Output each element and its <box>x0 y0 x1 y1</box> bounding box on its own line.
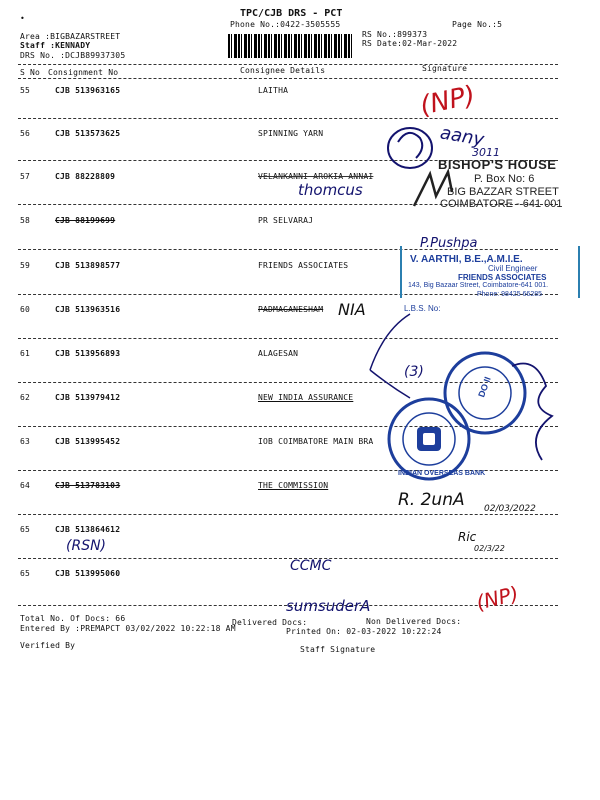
row-sno: 65 <box>20 525 31 534</box>
col-consignee: Consignee Details <box>240 66 326 75</box>
signature-62: (3) <box>404 364 424 380</box>
signature-60: NIA <box>338 300 366 319</box>
row-consignee: ALAGESAN <box>258 349 299 358</box>
page-number: Page No.:5 <box>452 20 503 29</box>
row-consignee: PADMAGANESHAM <box>258 305 324 314</box>
row-consignment: CJB 513963516 <box>55 305 121 314</box>
table-row <box>0 129 600 143</box>
bishop-stamp-line1: BISHOP'S HOUSE <box>438 157 557 172</box>
row-sno: 64 <box>20 481 31 490</box>
signature-59: P.Pushpa <box>420 236 478 251</box>
lbs-number-label: L.B.S. No: <box>404 304 441 313</box>
col-consignment: Consignment No <box>48 68 119 77</box>
signature-65a: (RSN) <box>66 538 107 554</box>
friends-stamp-address: 143, Big Bazaar Street, Coimbatore-641 001. <box>408 282 549 289</box>
signature-scribble <box>408 166 460 214</box>
row-consignee: SPINNING YARN <box>258 129 324 138</box>
row-consignment: CJB 513573625 <box>55 129 121 138</box>
header-divider-bottom <box>18 78 558 79</box>
entered-by: Entered By :PREMAPCT 03/02/2022 10:22:18 AM <box>20 624 236 633</box>
row-divider <box>18 118 558 119</box>
row-consignment: CJB 88228809 <box>55 172 116 181</box>
signature-65c: sumsuderA <box>286 597 371 615</box>
delivered-docs: Delivered Docs: <box>232 618 308 627</box>
delivery-scribble <box>360 310 430 400</box>
bishop-stamp-line4: COIMBATORE - 641 001 <box>440 198 563 210</box>
phone-number: Phone No.:0422-3505555 <box>230 20 341 29</box>
bank-signature <box>506 356 562 466</box>
row-sno: 63 <box>20 437 31 446</box>
friends-stamp-firm: FRIENDS ASSOCIATES <box>458 273 547 282</box>
signature-56: aany <box>438 122 486 151</box>
row-sno: 60 <box>20 305 31 314</box>
table-row <box>0 481 600 495</box>
table-row <box>0 216 600 230</box>
signature-65b: CCMC <box>290 558 332 574</box>
table-row <box>0 86 600 100</box>
row-sno: 57 <box>20 172 31 181</box>
signature-65d: Ric <box>458 530 477 544</box>
row-consignee: THE COMMISSION <box>258 481 329 490</box>
verified-by: Verified By <box>20 641 76 650</box>
signature-57: thomcus <box>298 181 363 199</box>
bishop-stamp-line2: P. Box No: 6 <box>474 173 535 185</box>
friends-stamp-phone: Phone: 98425 66285 <box>477 291 543 298</box>
signature-56-extra: 3011 <box>472 146 500 159</box>
row-consignment: CJB 513956893 <box>55 349 121 358</box>
row-divider <box>18 514 558 515</box>
rs-number: RS No.:899373 <box>362 30 428 39</box>
bank-seal-text: INDIAN OVERSEAS BANK <box>398 470 486 477</box>
col-sno: S No <box>20 68 41 77</box>
row-divider <box>18 338 558 339</box>
row-consignment: CJB 513898577 <box>55 261 121 270</box>
table-row <box>0 525 600 539</box>
bullet-mark: • <box>20 14 26 23</box>
row-consignee: NEW INDIA ASSURANCE <box>258 393 354 402</box>
row-consignment: CJB 513864612 <box>55 525 121 534</box>
row-consignee: FRIENDS ASSOCIATES <box>258 261 349 270</box>
row-sno: 56 <box>20 129 31 138</box>
row-consignee: PR SELVARAJ <box>258 216 314 225</box>
row-consignee: IOB COIMBATORE MAIN BRA <box>258 437 374 446</box>
np-mark-bottom: (NP) <box>473 581 521 615</box>
seal-stamp-date: DO II <box>476 375 493 399</box>
barcode <box>228 34 352 58</box>
row-sno: 58 <box>20 216 31 225</box>
row-consignment: CJB 513995452 <box>55 437 121 446</box>
document-title: TPC/CJB DRS - PCT <box>240 8 343 19</box>
printed-on: Printed On: 02-03-2022 10:22:24 <box>286 627 442 636</box>
row-consignee: VELANKANNI AROKIA ANNAI <box>258 172 374 181</box>
row-sno: 55 <box>20 86 31 95</box>
bishop-stamp-line3: BIG BAZZAR STREET <box>447 186 559 198</box>
row-sno: 65 <box>20 569 31 578</box>
col-signature: Signature <box>422 64 468 73</box>
row-consignment: CJB 513783103 <box>55 481 121 490</box>
signature-65d-date: 02/3/22 <box>474 544 505 553</box>
rs-date: RS Date:02-Mar-2022 <box>362 39 458 48</box>
area-field: Area :BIGBAZARSTREET <box>20 32 121 41</box>
total-docs: Total No. Of Docs: 66 <box>20 614 126 623</box>
signature-64-date: 02/03/2022 <box>484 504 536 514</box>
row-consignment: CJB 513995060 <box>55 569 121 578</box>
row-divider <box>18 558 558 559</box>
row-sno: 59 <box>20 261 31 270</box>
row-sno: 62 <box>20 393 31 402</box>
row-consignment: CJB 513979412 <box>55 393 121 402</box>
row-consignment: CJB 513963165 <box>55 86 121 95</box>
row-sno: 61 <box>20 349 31 358</box>
drs-number: DRS No. :DCJB89937305 <box>20 51 126 60</box>
row-consignee: LAITHA <box>258 86 289 95</box>
staff-field: Staff :KENNADY <box>20 41 91 50</box>
table-row <box>0 305 600 319</box>
friends-stamp-title: Civil Engineer <box>488 264 538 273</box>
staff-signature-label: Staff Signature <box>300 645 376 654</box>
non-delivered-docs: Non Delivered Docs: <box>366 617 462 626</box>
friends-stamp-name: V. AARTHI, B.E.,A.M.I.E. <box>410 254 523 265</box>
signature-64: R. 2unA <box>398 490 465 510</box>
row-consignment: CJB 88199699 <box>55 216 116 225</box>
np-mark: (NP) <box>417 80 478 122</box>
header-divider-top <box>18 64 558 65</box>
